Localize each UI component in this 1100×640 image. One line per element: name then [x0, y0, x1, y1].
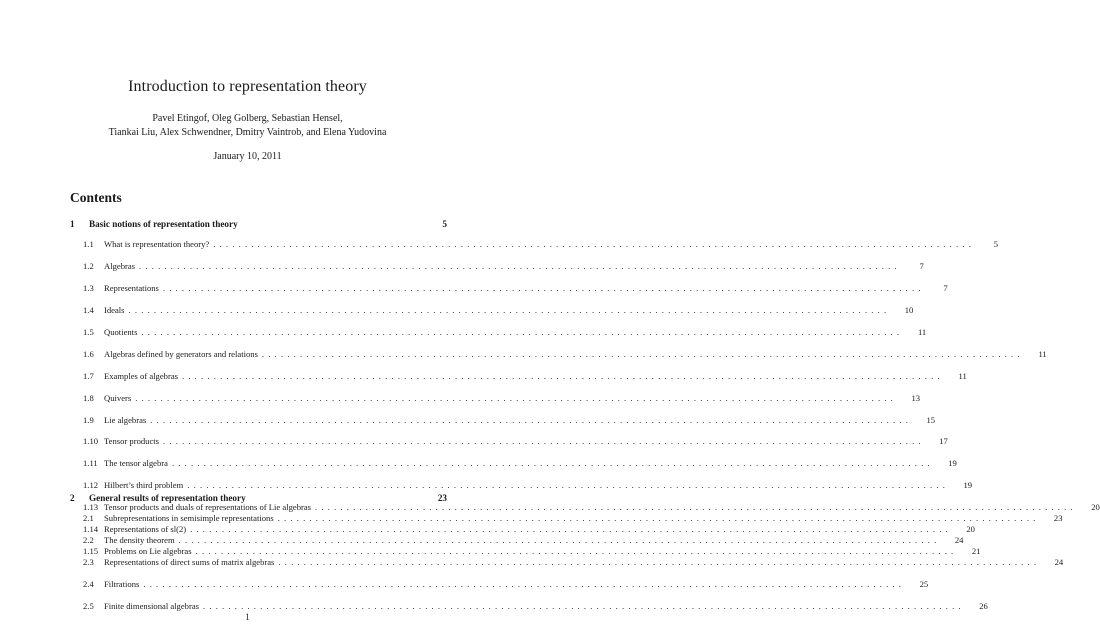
- toc-dot-leader: ........................................................................................................................: [315, 502, 1077, 513]
- toc-dot-leader: ........................................................................................................................: [277, 513, 1040, 524]
- toc-entry-page: 13: [911, 392, 921, 403]
- toc-entry-number: 1.4: [83, 305, 94, 315]
- toc-entry-title: Tensor products and duals of representations of Lie algebras: [104, 502, 312, 513]
- toc-dot-leader: ........................................................................................................................: [141, 326, 904, 337]
- toc-dot-leader: ........................................................................................................................: [171, 458, 934, 469]
- toc-dot-leader: ........................................................................................................................: [143, 579, 906, 589]
- toc-entry-title: Representations of sl(2): [104, 524, 187, 534]
- toc-entry-number: 2: [70, 493, 75, 503]
- toc-section-entry[interactable]: [70, 326, 927, 341]
- toc-entry-title: Ideals: [104, 305, 125, 315]
- toc-dot-leader: ........................................................................................................................: [150, 414, 913, 425]
- toc-dot-leader: ........................................................................................................................: [135, 392, 898, 403]
- toc-section-entry[interactable]: [70, 513, 1063, 527]
- toc-entry-number: 1.9: [83, 414, 94, 425]
- toc-entry-page: 19: [948, 458, 957, 469]
- document-title: Introduction to representation theory: [128, 78, 367, 95]
- toc-entry-page: 5: [442, 219, 447, 229]
- toc-entry-number: 1.12: [83, 480, 99, 491]
- toc-entry-page: 20: [966, 524, 975, 534]
- toc-entry-title: Algebras defined by generators and relations: [104, 348, 258, 359]
- toc-entry-title: Examples of algebras: [104, 370, 178, 381]
- toc-entry-title: Hilbert’s third problem: [104, 480, 184, 491]
- toc-entry-page: 23: [437, 493, 447, 503]
- toc-entry-number: 1.3: [83, 283, 94, 294]
- toc-entry-page: 24: [954, 535, 964, 546]
- toc-section-entry[interactable]: [70, 557, 1064, 571]
- toc-entry-page: 11: [1038, 348, 1047, 359]
- toc-entry-number: 1.1: [83, 239, 94, 250]
- toc-entry-title: Algebras: [104, 261, 136, 272]
- toc-entry-number: 1.14: [83, 524, 99, 534]
- toc-section-entry[interactable]: [70, 436, 948, 450]
- toc-entry-number: 2.3: [83, 557, 94, 568]
- toc-dot-leader: ........................................................................................................................: [181, 370, 944, 381]
- toc-entry-title: Representations of direct sums of matrix algebras: [104, 557, 275, 568]
- toc-section-entry[interactable]: [70, 305, 914, 319]
- toc-entry-number: 1.8: [83, 392, 94, 403]
- toc-entry-title: Subrepresentations in semisimple representations: [104, 513, 274, 524]
- toc-dot-leader: ........................................................................................................................: [203, 600, 965, 611]
- toc-section-entry[interactable]: [70, 283, 948, 297]
- authors-line-2: Tiankai Liu, Alex Schwendner, Dmitry Vaintrob, and Elena Yudovina: [108, 127, 387, 138]
- toc-dot-leader: ........................................................................................................................: [128, 305, 891, 315]
- toc-dot-leader: ........................................................................................................................: [187, 480, 950, 491]
- toc-section-entry[interactable]: [70, 458, 957, 472]
- toc-entry-title: Filtrations: [104, 579, 140, 589]
- toc-section-entry[interactable]: [70, 535, 964, 549]
- toc-chapter-entry[interactable]: [70, 219, 447, 233]
- toc-entry-page: 7: [943, 283, 948, 294]
- toc-dot-leader: ........................................................................................................................: [278, 557, 1041, 568]
- toc-entry-number: 1.5: [83, 326, 94, 337]
- toc-dot-leader: ........................................................................................................................: [139, 261, 901, 272]
- toc-entry-title: Problems on Lie algebras: [104, 545, 192, 556]
- toc-entry-number: 1: [70, 219, 75, 229]
- toc-entry-title: What is representation theory?: [104, 239, 210, 250]
- toc-section-entry[interactable]: [70, 239, 999, 253]
- toc-entry-title: Quotients: [104, 326, 138, 337]
- toc-entry-page: 5: [993, 239, 999, 250]
- toc-dot-leader: ........................................................................................................................: [190, 524, 952, 534]
- toc-entry-number: 1.15: [83, 545, 99, 556]
- toc-entry-page: 26: [979, 600, 988, 611]
- toc-chapter-entry[interactable]: [70, 493, 447, 507]
- toc-entry-title: Lie algebras: [104, 414, 147, 425]
- toc-dot-leader: ........................................................................................................................: [162, 283, 925, 294]
- toc-entry-page: 11: [917, 326, 927, 337]
- toc-entry-page: 20: [1091, 502, 1100, 513]
- toc-section-entry[interactable]: [70, 348, 1047, 363]
- toc-entry-number: 1.2: [83, 261, 94, 272]
- toc-dot-leader: ........................................................................................................................: [163, 436, 925, 447]
- toc-entry-page: 23: [1053, 513, 1063, 524]
- toc-section-entry[interactable]: [70, 392, 921, 407]
- toc-entry-number: 2.5: [83, 600, 94, 611]
- toc-entry-page: 10: [904, 305, 914, 315]
- authors-line-1: Pavel Etingof, Oleg Golberg, Sebastian Hensel,: [152, 113, 343, 124]
- toc-section-entry[interactable]: [70, 370, 967, 385]
- toc-entry-number: 1.11: [83, 458, 98, 469]
- toc-entry-title: Tensor products: [104, 436, 160, 447]
- toc-entry-number: 2.2: [83, 535, 94, 546]
- toc-entry-number: 1.13: [83, 502, 99, 513]
- document-date: January 10, 2011: [213, 151, 282, 162]
- toc-entry-page: 25: [919, 579, 929, 589]
- toc-entry-title: The tensor algebra: [104, 458, 168, 469]
- toc-entry-number: 1.7: [83, 370, 94, 381]
- toc-entry-title: The density theorem: [104, 535, 175, 546]
- toc-entry-page: 19: [963, 480, 973, 491]
- toc-entry-title: General results of representation theory: [89, 493, 246, 503]
- toc-entry-title: Representations: [104, 283, 159, 294]
- contents-heading: Contents: [70, 190, 122, 205]
- toc-entry-title: Finite dimensional algebras: [104, 600, 199, 611]
- page-number: 1: [245, 612, 250, 622]
- toc-dot-leader: ........................................................................................................................: [178, 535, 941, 546]
- toc-entry-page: 24: [1054, 557, 1064, 568]
- toc-section-entry[interactable]: [70, 579, 929, 593]
- toc-entry-number: 1.10: [83, 436, 99, 447]
- toc-dot-leader: ........................................................................................................................: [213, 239, 976, 250]
- toc-dot-leader: ........................................................................................................................: [261, 348, 1024, 359]
- toc-dot-leader: ........................................................................................................................: [195, 545, 958, 556]
- toc-section-entry[interactable]: [70, 414, 936, 429]
- toc-entry-number: 2.4: [83, 579, 94, 589]
- toc-entry-number: 1.6: [83, 348, 94, 359]
- toc-entry-number: 2.1: [83, 513, 94, 524]
- toc-entry-title: Basic notions of representation theory: [89, 219, 238, 229]
- toc-entry-page: 11: [958, 370, 967, 381]
- toc-entry-page: 21: [971, 545, 981, 556]
- toc-entry-page: 7: [919, 261, 924, 272]
- toc-entry-page: 15: [926, 414, 936, 425]
- toc-entry-page: 17: [939, 436, 948, 447]
- toc-section-entry[interactable]: [70, 261, 924, 275]
- toc-entry-title: Quivers: [104, 392, 132, 403]
